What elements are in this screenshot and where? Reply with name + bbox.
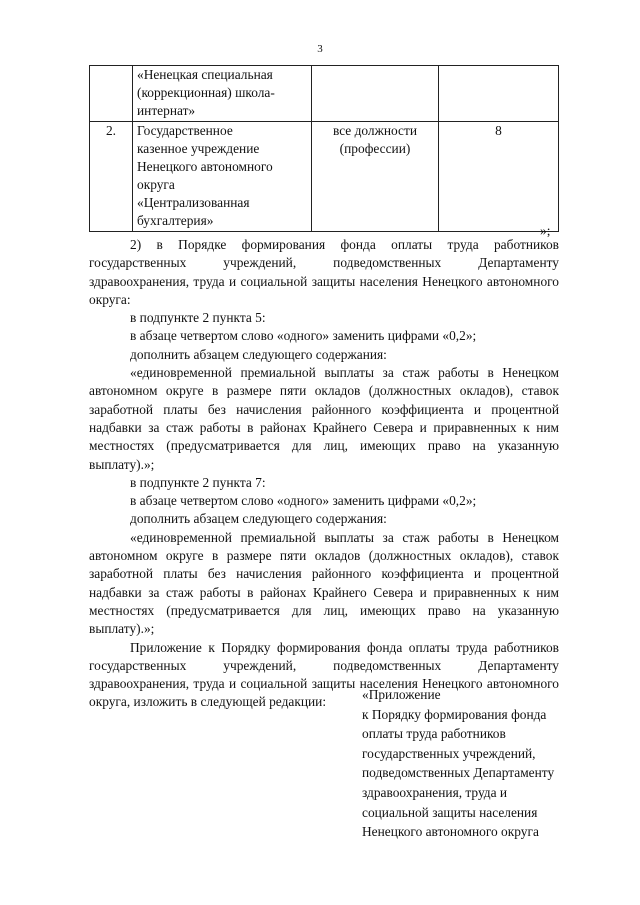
positions-cell xyxy=(312,66,439,122)
appendix-line: государственных учреждений, xyxy=(362,745,536,761)
table-row xyxy=(90,122,559,232)
row-number xyxy=(90,66,133,122)
paragraph-item-2: 2) в Порядке формирования фонда оплаты труда работников государственных учреждений, подведомственных Департаменту здравоохранения, труда и социальной защиты населения Ненецкого автономного округа: xyxy=(89,237,559,307)
name-line: Государственное xyxy=(137,123,233,138)
paragraph-subpoint: в подпункте 2 пункта 5: xyxy=(130,310,266,326)
position-line: все должности xyxy=(332,123,418,138)
row-number: 2. xyxy=(90,122,133,232)
name-line: Ненецкого автономного xyxy=(137,159,273,174)
appendix-line: здравоохранения, труда и xyxy=(362,784,508,800)
appendix-line: «Приложение xyxy=(362,687,441,702)
name-line: округа xyxy=(137,177,175,192)
positions-cell xyxy=(312,122,439,232)
appendix-line: к Порядку формирования фонда xyxy=(362,706,547,722)
appendix-line: социальной защиты населения xyxy=(362,804,538,820)
value-cell: 8 xyxy=(439,122,559,232)
paragraph-instruction: в абзаце четвертом слово «одного» заменить цифрами «0,2»; xyxy=(130,328,477,344)
appendix-line: подведомственных Департаменту xyxy=(362,765,555,781)
positions-table xyxy=(89,65,559,232)
paragraph-instruction: в абзаце четвертом слово «одного» заменить цифрами «0,2»; xyxy=(130,493,477,509)
paragraph-appendix-instruction: Приложение к Порядку формирования фонда оплаты труда работников государственных учреждений, подведомственных Департаменту здравоохранения, труда и социальной защиты населения Ненецкого автономного округа, изложить в следующей редакции: xyxy=(89,639,559,710)
name-line: «Централизованная xyxy=(137,195,250,210)
paragraph-quote: «единовременной премиальной выплаты за стаж работы в Ненецком автономном округе в размере пяти окладов (должностных окладов), ставок заработной платы без начисления районного коэффициента и процентной надбавки за стаж работы в районах Крайнего Севера и приравненных к ним местностях (предусматривается для лиц, имеющих право на указанную выплату).»; xyxy=(89,365,559,472)
name-line: (коррекционная) школа- xyxy=(137,85,275,100)
institution-name xyxy=(133,66,312,122)
name-line: «Ненецкая специальная xyxy=(137,67,273,82)
paragraph-instruction: дополнить абзацем следующего содержания: xyxy=(130,346,387,362)
amendment-text xyxy=(89,236,559,712)
name-line: интернат» xyxy=(137,103,196,118)
paragraph-instruction: дополнить абзацем следующего содержания: xyxy=(130,511,387,527)
name-line: бухгалтерия» xyxy=(137,213,214,228)
paragraph-quote: «единовременной премиальной выплаты за стаж работы в Ненецком автономном округе в размере пяти окладов (должностных окладов), ставок заработной платы без начисления районного коэффициента и процентной надбавки за стаж работы в районах Крайнего Севера и приравненных к ним местностях (предусматривается для лиц, имеющих право на указанную выплату).»; xyxy=(89,529,559,637)
appendix-line: оплаты труда работников xyxy=(362,726,506,742)
position-line: (профессии) xyxy=(339,141,411,156)
table-row xyxy=(90,66,559,122)
page-number: 3 xyxy=(317,43,323,55)
name-line: казенное учреждение xyxy=(137,141,260,156)
appendix-line: Ненецкого автономного округа xyxy=(362,824,539,840)
appendix-header xyxy=(362,685,592,842)
institution-name xyxy=(133,122,312,232)
paragraph-subpoint: в подпункте 2 пункта 7: xyxy=(130,474,266,490)
value-cell xyxy=(439,66,559,122)
closing-quote-mark: »; xyxy=(540,223,551,238)
